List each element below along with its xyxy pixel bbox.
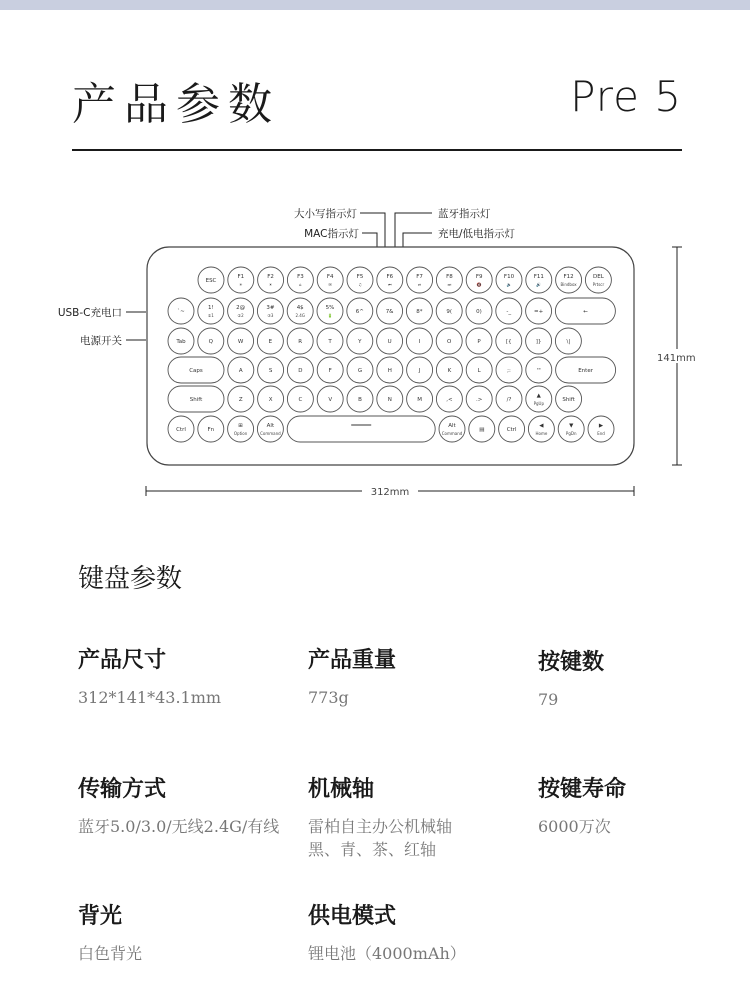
spec-label: 产品尺寸 bbox=[78, 648, 167, 673]
keycap-label: \| bbox=[566, 339, 571, 345]
keycap bbox=[496, 267, 522, 293]
keycap bbox=[407, 267, 433, 293]
spec-value: 773g bbox=[308, 688, 349, 707]
keycap-label: Enter bbox=[578, 368, 593, 374]
keycap-sublabel: ①1 bbox=[207, 313, 214, 318]
keycap-label: Ctrl bbox=[506, 427, 517, 433]
keycap-label: F2 bbox=[267, 274, 274, 280]
spec-value: 312*141*43.1mm bbox=[78, 688, 222, 707]
keycap-label: G bbox=[357, 368, 363, 374]
keycap-label: E bbox=[268, 339, 273, 345]
keycap-label: ◀ bbox=[539, 423, 544, 429]
keycap-sublabel: Bindbox bbox=[560, 282, 577, 287]
keycap-label: Q bbox=[208, 339, 213, 345]
keycap-label: ,< bbox=[446, 397, 453, 403]
keycap bbox=[287, 416, 435, 442]
keycap-label: [{ bbox=[505, 339, 512, 345]
keycap-label: L bbox=[477, 368, 481, 374]
keycap-label: T bbox=[328, 339, 332, 345]
spec-value: 蓝牙5.0/3.0/无线2.4G/有线 bbox=[78, 817, 280, 836]
keycap-label: F10 bbox=[503, 274, 515, 280]
keycap bbox=[585, 267, 611, 293]
keycap-label: ▤ bbox=[479, 427, 485, 433]
keycap-label: B bbox=[358, 397, 362, 403]
page-title: 产品参数 bbox=[72, 79, 280, 130]
keycap-label: `~ bbox=[177, 309, 185, 315]
keycap-label: F7 bbox=[416, 274, 423, 280]
keycap bbox=[198, 298, 224, 324]
keycap-label: F8 bbox=[446, 274, 453, 280]
spec-weight bbox=[308, 643, 396, 709]
top-accent-bar bbox=[0, 0, 750, 10]
keycap-sublabel: 🔇 bbox=[476, 282, 482, 287]
usbc-port-label: USB-C充电口 bbox=[57, 307, 122, 319]
keycap bbox=[588, 416, 614, 442]
keycap bbox=[439, 416, 465, 442]
keycap-label: -_ bbox=[506, 309, 512, 315]
keycap-sublabel: Prtscr bbox=[592, 282, 605, 287]
keycap bbox=[466, 267, 492, 293]
keycap-label: Z bbox=[238, 397, 243, 403]
keycap-label: 4$ bbox=[296, 305, 304, 311]
keycap-label: ESC bbox=[205, 278, 217, 284]
keycap-label: ▼ bbox=[569, 423, 574, 429]
keycap bbox=[287, 298, 313, 324]
spec-label: 背光 bbox=[78, 904, 123, 929]
keycap-label: ;: bbox=[507, 368, 511, 374]
spec-value: 白色背光 bbox=[78, 944, 143, 963]
keycap-label: F6 bbox=[386, 274, 394, 280]
height-dimension-label: 141mm bbox=[657, 353, 696, 364]
keycap-label: 2@ bbox=[236, 305, 246, 311]
keycap-label: ← bbox=[583, 309, 588, 315]
keycap-label: F1 bbox=[237, 274, 245, 280]
keycap bbox=[228, 267, 254, 293]
spec-value: 雷柏自主办公机械轴 黑、青、茶、红轴 bbox=[308, 817, 453, 859]
keycap-label: ▶ bbox=[598, 423, 604, 429]
keycap-label: C bbox=[298, 397, 303, 403]
width-dimension-label: 312mm bbox=[370, 487, 410, 498]
spec-value: 6000万次 bbox=[538, 817, 611, 836]
spec-label: 按键数 bbox=[538, 650, 605, 675]
keycap bbox=[228, 416, 254, 442]
keycap-sublabel: Option bbox=[233, 431, 248, 436]
keycap-sublabel: End bbox=[597, 431, 605, 436]
keycap bbox=[526, 386, 552, 412]
spec-label: 供电模式 bbox=[308, 904, 397, 929]
keycap bbox=[436, 267, 462, 293]
keycap bbox=[287, 267, 313, 293]
keycap bbox=[526, 267, 552, 293]
keycap-label: Ctrl bbox=[176, 427, 186, 433]
keycap-label: 1! bbox=[207, 305, 214, 311]
keycap-sublabel: Command bbox=[260, 431, 281, 436]
keycap-label: =+ bbox=[533, 309, 544, 315]
keycap-label: 9( bbox=[446, 309, 453, 315]
keycap-label: '" bbox=[536, 368, 541, 374]
keycap-sublabel: Command bbox=[441, 431, 463, 436]
keycap bbox=[257, 298, 283, 324]
keycap bbox=[377, 267, 403, 293]
keycap-label: P bbox=[477, 339, 481, 345]
spec-label: 按键寿命 bbox=[538, 777, 627, 802]
keycap bbox=[228, 298, 254, 324]
spec-value: 79 bbox=[538, 690, 559, 709]
keycap bbox=[258, 267, 284, 293]
keycap-label: /? bbox=[506, 397, 512, 403]
spec-label: 传输方式 bbox=[78, 777, 167, 802]
keycap-label: ]} bbox=[535, 339, 542, 345]
keycap-label: DEL bbox=[593, 274, 604, 280]
keycap-label: 6^ bbox=[355, 309, 364, 315]
keycap-sublabel: PgUp bbox=[533, 401, 545, 406]
keycap-label: Y bbox=[358, 339, 362, 345]
keycap-sublabel: ②2 bbox=[237, 313, 244, 318]
caps-light-label: 大小写指示灯 bbox=[294, 208, 357, 220]
keycap-label: F11 bbox=[533, 274, 544, 280]
keycap-label: F4 bbox=[326, 274, 334, 280]
keycap-sublabel: ☀ bbox=[268, 282, 273, 287]
keycap-label: 7& bbox=[385, 309, 394, 315]
keycap-label: 3# bbox=[266, 305, 275, 311]
spec-size bbox=[78, 643, 221, 709]
keycap bbox=[317, 267, 343, 293]
spec-backlight bbox=[78, 899, 142, 965]
keycap-sublabel: ♫ bbox=[358, 282, 362, 287]
keycap-label: U bbox=[387, 339, 392, 345]
keycap bbox=[257, 416, 283, 442]
keycap-sublabel: 🔊 bbox=[536, 282, 542, 287]
keycap-sublabel: PgDn bbox=[565, 431, 577, 436]
keycap-label: Fn bbox=[207, 427, 215, 433]
keycap-sublabel: 🔋 bbox=[327, 313, 333, 318]
keycap-label: 8* bbox=[416, 309, 423, 315]
power-switch-label: 电源开关 bbox=[80, 335, 122, 347]
keycap-label: H bbox=[387, 368, 392, 374]
keycap-label: F bbox=[328, 368, 332, 374]
keycap-label: .> bbox=[476, 397, 483, 403]
spec-switch bbox=[308, 772, 452, 861]
spec-connection bbox=[78, 772, 279, 838]
keycap-label: N bbox=[387, 397, 392, 403]
spec-power bbox=[308, 899, 466, 965]
spec-value: 锂电池（4000mAh） bbox=[308, 944, 466, 963]
keycap-sublabel: ⌂ bbox=[299, 282, 302, 287]
keycap-label: I bbox=[418, 339, 421, 345]
keycap-label: K bbox=[447, 368, 452, 374]
keycap-label: 0) bbox=[476, 309, 482, 315]
keycap-label: Alt bbox=[266, 423, 275, 429]
keycap-label: 5% bbox=[325, 305, 335, 311]
keycap-label: V bbox=[328, 397, 333, 403]
spec-label: 机械轴 bbox=[308, 777, 375, 802]
keycap-sublabel: 🔉 bbox=[506, 282, 512, 287]
keycap-label: Shift bbox=[189, 397, 203, 403]
keycap-label: ⊞ bbox=[238, 423, 243, 429]
keycap-label: Tab bbox=[176, 339, 186, 345]
keycap-label: D bbox=[298, 368, 303, 374]
header-divider bbox=[72, 149, 682, 151]
keycap-sublabel: Home bbox=[535, 431, 548, 436]
keyboard-diagram bbox=[40, 195, 710, 515]
keycap-label: F3 bbox=[297, 274, 304, 280]
keycap-label: R bbox=[298, 339, 303, 345]
keycap-label: M bbox=[417, 397, 422, 403]
brand-logo: Pre 5 bbox=[570, 72, 682, 121]
keycap-label: ▲ bbox=[536, 393, 541, 399]
keycap-label: Shift bbox=[562, 397, 575, 403]
keycap-label: A bbox=[238, 368, 243, 374]
keycap-label: J bbox=[418, 368, 421, 374]
keycap bbox=[556, 267, 582, 293]
keycap-label: W bbox=[237, 339, 244, 345]
keycap-sublabel: ③3 bbox=[267, 313, 274, 318]
keycap-sublabel: ⏯ bbox=[417, 282, 422, 287]
bluetooth-light-label: 蓝牙指示灯 bbox=[438, 208, 491, 220]
keycap-sublabel: ☀ bbox=[239, 282, 243, 287]
keycap-sublabel: ⏮ bbox=[387, 282, 392, 287]
keycap-label: F5 bbox=[356, 274, 364, 280]
keycap-label: Caps bbox=[189, 368, 203, 374]
keycap-label: X bbox=[268, 397, 273, 403]
keycap bbox=[558, 416, 584, 442]
keycap-sublabel: ✉ bbox=[328, 282, 332, 287]
keycap bbox=[317, 298, 343, 324]
keycap-label: Alt bbox=[448, 423, 456, 429]
charge-light-label: 充电/低电指示灯 bbox=[438, 228, 516, 240]
keycap-label: S bbox=[268, 368, 273, 374]
keycap-sublabel: 2.4G bbox=[295, 313, 305, 318]
keycap bbox=[528, 416, 554, 442]
mac-light-label: MAC指示灯 bbox=[304, 228, 359, 240]
keycap-label: F12 bbox=[563, 274, 574, 280]
spec-key-life bbox=[538, 772, 626, 838]
keycap-label: O bbox=[447, 339, 452, 345]
keycap bbox=[347, 267, 373, 293]
spec-key-count bbox=[538, 645, 604, 711]
keycap-label: F9 bbox=[475, 274, 483, 280]
section-title: 键盘参数 bbox=[78, 564, 183, 594]
keycap-sublabel: ⏭ bbox=[447, 282, 452, 287]
spec-label: 产品重量 bbox=[308, 648, 397, 673]
